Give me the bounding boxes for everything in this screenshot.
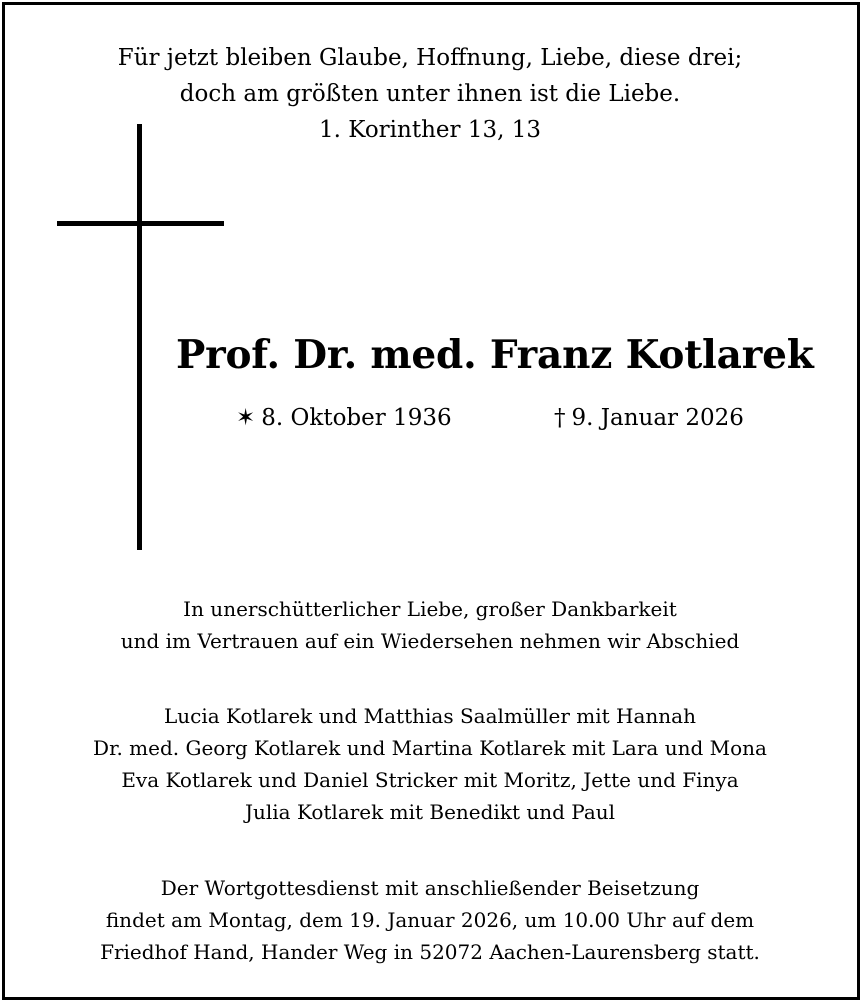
farewell-text	[0, 593, 860, 657]
birth-date-text: 8. Oktober 1936	[261, 405, 452, 431]
birth-date	[236, 400, 452, 436]
death-date	[554, 400, 744, 436]
family-line: Dr. med. Georg Kotlarek und Martina Kotlarek mit Lara und Mona	[93, 736, 767, 760]
verse-line-2: doch am größten unter ihnen ist die Liebe.	[179, 81, 681, 107]
verse-reference: 1. Korinther 13, 13	[319, 117, 541, 143]
dagger-icon: †	[554, 405, 566, 431]
farewell-line-1: In unerschütterlicher Liebe, großer Dankbarkeit	[183, 597, 677, 621]
bible-verse	[0, 40, 860, 148]
service-line-3: Friedhof Hand, Hander Weg in 52072 Aachen-Laurensberg statt.	[100, 940, 760, 964]
deceased-name: Prof. Dr. med. Franz Kotlarek	[176, 332, 814, 378]
family-list	[0, 700, 860, 828]
notice-border	[2, 2, 860, 1000]
star-icon: ✶	[236, 405, 256, 431]
farewell-line-2: und im Vertrauen auf ein Wiedersehen nehmen wir Abschied	[120, 629, 740, 653]
family-line: Julia Kotlarek mit Benedikt und Paul	[244, 800, 616, 824]
service-line-1: Der Wortgottesdienst mit anschließender Beisetzung	[160, 876, 700, 900]
verse-line-1: Für jetzt bleiben Glaube, Hoffnung, Liebe, diese drei;	[117, 45, 743, 71]
service-line-2: findet am Montag, dem 19. Januar 2026, um 10.00 Uhr auf dem	[105, 908, 755, 932]
family-line: Lucia Kotlarek und Matthias Saalmüller mit Hannah	[164, 704, 696, 728]
death-date-text: 9. Januar 2026	[571, 405, 744, 431]
service-info	[0, 872, 860, 968]
cross-icon-horizontal-beam	[57, 221, 224, 226]
cross-icon-vertical-beam	[137, 124, 142, 550]
family-line: Eva Kotlarek und Daniel Stricker mit Moritz, Jette und Finya	[121, 768, 739, 792]
